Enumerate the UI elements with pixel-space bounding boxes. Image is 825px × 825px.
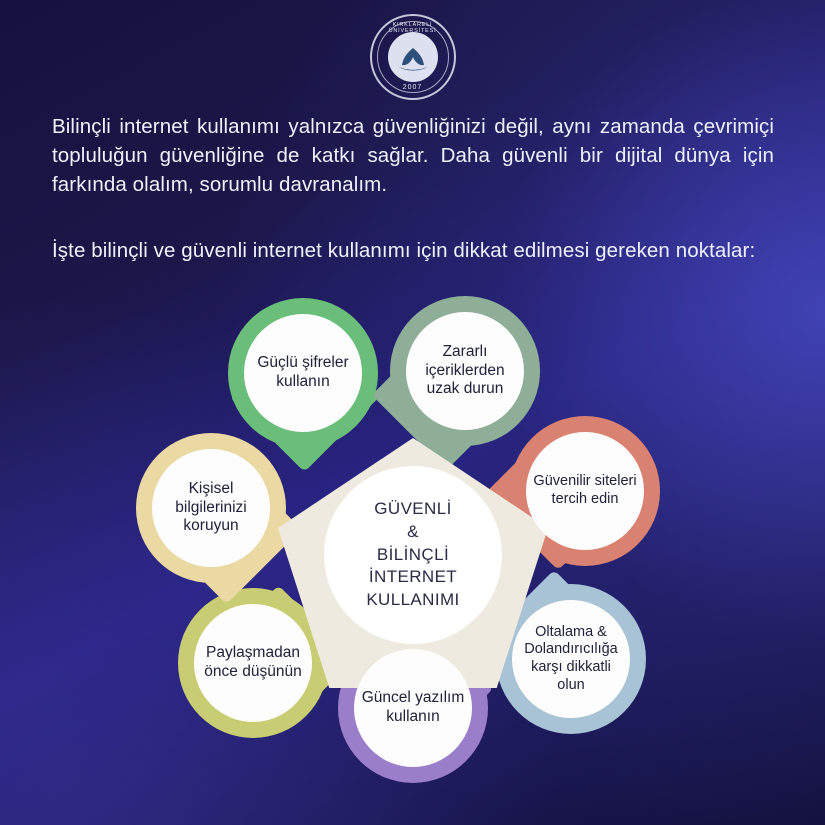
tip-label: Güvenilir siteleri tercih edin [526,432,644,550]
tip-strong-passwords[interactable] [228,298,378,448]
tip-label: Zararlı içeriklerden uzak durun [406,312,524,430]
lead-in-paragraph: İşte bilinçli ve güvenli internet kullanımı için dikkat edilmesi gereken noktalar: [52,239,756,262]
logo-bottom-text: 2007 [402,84,423,91]
lotus-leaf-icon [394,44,432,74]
intro-paragraph: Bilinçli internet kullanımı yalnızca güvenliğinizi değil, aynı zamanda çevrimiçi topluluğun güvenliğine de katkı sağlar. Daha güvenli bir dijital dünya için farkında olalım, sorumlu davranalım. [52,115,774,197]
tip-label: Güçlü şifreler kullanın [244,314,362,432]
university-logo [370,14,456,100]
tip-label: Kişisel bilgilerinizi koruyun [152,449,270,567]
center-label: GÜVENLİ & BİLİNÇLİ İNTERNET KULLANIMI [366,499,460,610]
tip-label: Oltalama & Dolandırıcılığa karşı dikkatli olun [512,600,630,718]
diagram-center [324,466,502,644]
tip-label: Güncel yazılım kullanın [354,649,472,767]
tip-label: Paylaşmadan önce düşünün [194,604,312,722]
safety-tips-diagram [128,288,698,798]
tip-protect-personal-info[interactable] [136,433,286,583]
logo-top-text: KIRKLARELİ ÜNİVERSİTESİ [388,22,437,34]
